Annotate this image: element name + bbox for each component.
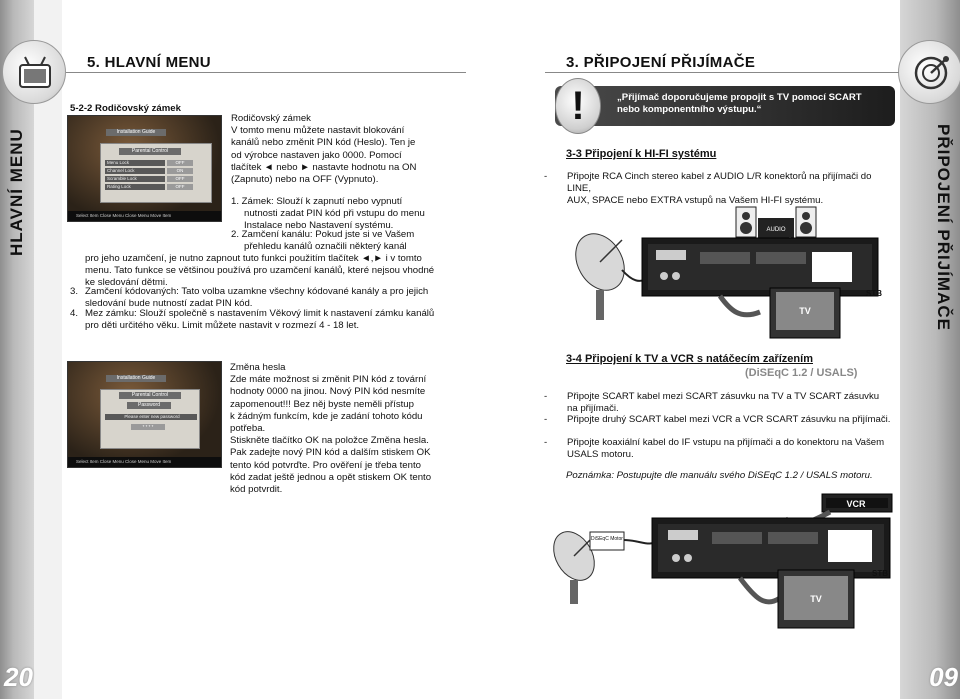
item-line: 1. Zámek: Slouží k zapnutí nebo vypnutí <box>231 196 403 207</box>
section-3-4-heading: 3-4 Připojení k TV a VCR s natáčecím zařízením <box>566 353 813 365</box>
osd-row-value: OFF <box>167 184 193 190</box>
osd-row-value: OFF <box>167 160 193 166</box>
bullet-line: Připojte druhý SCART kabel mezi VCR a VCR SCART zásuvku na přijímači. <box>567 414 891 425</box>
warning-line: nebo komponentního výstupu.“ <box>617 103 762 115</box>
item-2-body <box>85 253 445 290</box>
left-page-title: 5. HLAVNÍ MENU <box>87 54 211 71</box>
section-heading: 5-2-2 Rodičovský zámek <box>70 103 181 114</box>
password-line: kód potvrdit. <box>230 484 283 496</box>
bullet-dash: - <box>544 171 548 182</box>
vcr-label: VCR <box>846 499 866 509</box>
osd-password-prompt: Please enter new password <box>105 414 197 420</box>
item-line: přehledu kanálů označili některý kanál <box>244 241 407 253</box>
section-3-3-heading: 3-3 Připojení k HI-FI systému <box>566 148 717 160</box>
audio-label: AUDIO <box>766 227 786 233</box>
intro-line: Rodičovský zámek <box>231 113 311 124</box>
warning-line: „Přijímač doporučujeme propojit s TV pomocí SCART <box>617 92 862 103</box>
intro-line: od výrobce nastaven jako 0000. Pomocí <box>231 149 402 161</box>
password-line: zapomenout!!! Bez něj byste neměli přístup <box>230 398 414 410</box>
password-line: potřeba. <box>230 423 266 435</box>
bullet-line: USALS motoru. <box>567 449 634 461</box>
item-line: Mez zámku: Slouží společně s nastavením Věkový limit k nastavení zámku kanálů <box>85 308 435 319</box>
password-line: kód zadat ještě jednou a opět stiskem OK tento <box>230 471 432 483</box>
bullet-line: Připojte koaxiální kabel do IF vstupu na přijímači a do konektoru na Vašem <box>567 437 885 448</box>
left-vertical-label: HLAVNÍ MENU <box>7 128 26 256</box>
item-number: 3. <box>70 286 79 297</box>
stb-label: STB <box>872 569 888 578</box>
item-line: Instalace nebo Nastavení systému. <box>244 220 394 232</box>
right-header-rule <box>545 72 899 73</box>
password-line: hodnoty 0000 na jinou. Nový PIN kód nesmíte <box>230 386 426 398</box>
warning-text <box>617 92 887 115</box>
item-4 <box>70 308 450 332</box>
intro-line: kanálů nebo změnit PIN kód (Heslo). Ten je <box>231 137 416 149</box>
bullet-text <box>544 414 894 426</box>
osd-row-label: Rating Lock <box>105 184 165 190</box>
bullet-dash: - <box>544 414 548 425</box>
password-line: Pak zadejte nový PIN kód a dalším stiskem OK <box>230 447 431 459</box>
bullet-line: Připojte RCA Cinch stereo kabel z AUDIO L/R konektorů na přijímači do LINE, <box>567 171 872 195</box>
item-line: 2. Zamčení kanálu: Pokud jste si ve Vašem <box>231 229 415 240</box>
password-line: k žádným funkcím, kde je zadání tohoto kódu <box>230 410 423 422</box>
password-line: tento kód potvrďte. Pro ověření je třeba tento <box>230 459 421 471</box>
tv-label: TV <box>810 594 822 604</box>
item-line: sledování bude nutností zadat PIN kód. <box>85 298 253 310</box>
satellite-dish-icon <box>898 40 960 104</box>
bullet-dash: - <box>544 437 548 448</box>
section-3-4-bullet <box>544 391 894 415</box>
tv-label: TV <box>799 306 811 316</box>
bullet-line: na přijímači. <box>567 403 619 415</box>
osd-header: Installation Guide <box>106 129 166 136</box>
password-text <box>230 362 460 496</box>
intro-line: (Zapnuto) nebo na OFF (Vypnuto). <box>231 174 379 186</box>
password-line: Změna hesla <box>230 362 286 373</box>
item-line: nutnosti zadat PIN kód při vstupu do menu <box>244 208 425 220</box>
section-3-4-subheading: (DiSEqC 1.2 / USALS) <box>745 367 858 379</box>
osd-window <box>100 389 200 449</box>
password-line: Stiskněte tlačítko OK na položce Změna hesla. <box>230 435 429 447</box>
tv-vcr-motor-diagram <box>540 488 896 698</box>
osd-password-title: Password <box>127 402 171 409</box>
osd-header: Installation Guide <box>106 375 166 382</box>
osd-row-label: Scramble Lock <box>105 176 165 182</box>
right-page-title: 3. PŘIPOJENÍ PŘIJÍMAČE <box>566 54 756 71</box>
motor-label: DiSEqC Motor <box>591 536 623 542</box>
osd-window <box>100 143 212 203</box>
bullet-line: AUX, SPACE nebo EXTRA vstupů na Vašem HI-FI systému. <box>567 195 824 207</box>
right-vertical-label: PŘIPOJENÍ PŘIJÍMAČE <box>934 124 953 331</box>
section-3-4-bullet <box>544 437 894 461</box>
item-line: menu. Tato funkce se většinou používá pro uzamčení kanálů, které nejsou vhodné <box>85 265 435 277</box>
osd-password-mask: * * * * <box>131 424 165 430</box>
parental-lock-screenshot <box>67 115 222 222</box>
bullet-dash: - <box>544 391 548 402</box>
item-2-head <box>231 229 451 253</box>
diseqc-note: Poznámka: Postupujte dle manuálu svého DiSEqC 1.2 / USALS motoru. <box>566 470 873 481</box>
osd-row-value: OFF <box>167 176 193 182</box>
right-page-number: 09 <box>929 662 958 692</box>
left-header-rule <box>66 72 466 73</box>
speaker-right-drawing <box>796 207 816 237</box>
osd-footer: Select Item Close Menu Close Menu Move Item <box>68 211 221 221</box>
item-1 <box>231 196 451 233</box>
password-line: Zde máte možnost si změnit PIN kód z tovární <box>230 374 427 386</box>
osd-subheader: Parental Control <box>119 148 181 155</box>
item-line: pro jeho uzamčení, je nutno zapnout tuto funkci použitím tlačítek ◄,► i v tomto <box>85 253 422 264</box>
intro-text <box>231 113 451 186</box>
item-line: Zamčení kódovaných: Tato volba uzamkne všechny kódované kanály a pro jejich <box>85 286 429 297</box>
item-3 <box>70 286 450 310</box>
osd-row-label: Channel Lock <box>105 168 165 174</box>
warning-box <box>555 86 895 126</box>
change-password-screenshot <box>67 361 222 468</box>
osd-subheader: Parental Control <box>119 392 181 399</box>
osd-row-value: ON <box>167 168 193 174</box>
bullet-text <box>544 391 894 415</box>
intro-line: V tomto menu můžete nastavit blokování <box>231 125 405 137</box>
bullet-text <box>544 437 894 461</box>
stb-label: STB <box>866 289 882 298</box>
hifi-connection-diagram <box>560 200 890 340</box>
item-number: 4. <box>70 308 79 319</box>
item-line: ke sledování dětmi. <box>85 277 168 289</box>
bullet-line: Připojte SCART kabel mezi SCART zásuvku na TV a TV SCART zásuvku <box>567 391 880 402</box>
osd-footer: Select Item Close Menu Close Menu Move Item <box>68 457 221 467</box>
osd-row-label: Menu Lock <box>105 160 165 166</box>
tv-icon <box>2 40 66 104</box>
exclamation-icon: ! <box>555 78 601 134</box>
speaker-left-drawing <box>736 207 756 237</box>
intro-line: tlačítek ◄ nebo ► nastavte hodnotu na ON <box>231 161 417 173</box>
item-line: pro děti určitého věku. Limit můžete nastavit v rozmezí 4 - 18 let. <box>85 320 360 332</box>
section-3-4-bullet <box>544 414 894 426</box>
left-page-number: 20 <box>4 662 33 692</box>
